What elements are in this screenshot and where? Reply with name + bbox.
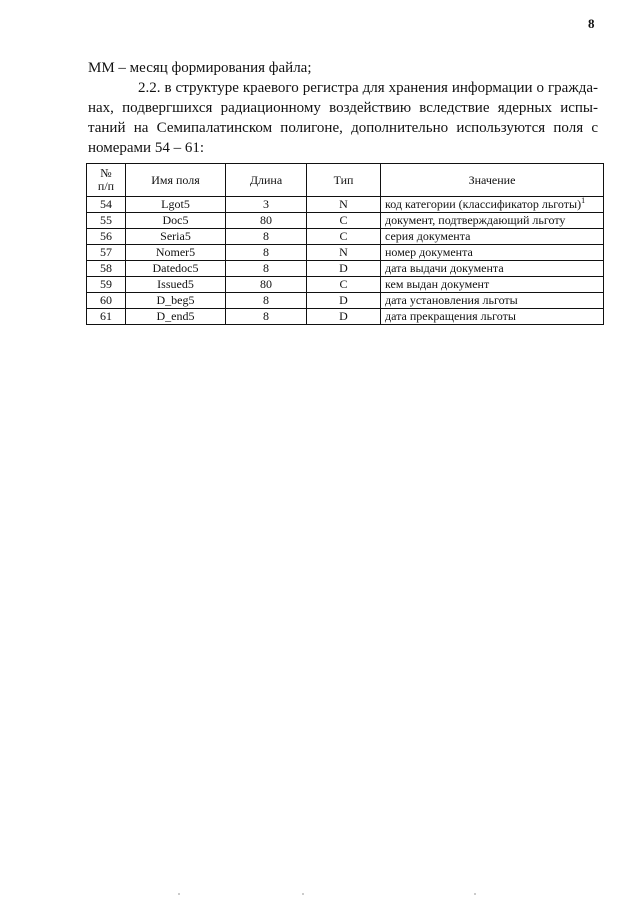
- paragraph-line-1: 2.2. в структуре краевого регистра для хранения информации о гражда-: [138, 80, 598, 96]
- cell-length: 8: [226, 229, 307, 245]
- table-header-row: [87, 164, 604, 197]
- cell-length: 80: [226, 277, 307, 293]
- cell-field-name: D_beg5: [126, 293, 226, 309]
- cell-value: кем выдан документ: [381, 277, 604, 293]
- paragraph-line-2: нах, подвергшихся радиационному воздействию вследствие ядерных испы-: [88, 100, 598, 116]
- cell-field-name: Lgot5: [126, 197, 226, 213]
- cell-field-name: Doc5: [126, 213, 226, 229]
- cell-number: 56: [87, 229, 126, 245]
- header-field-name: Имя поля: [126, 164, 226, 197]
- table-row: [87, 277, 604, 293]
- cell-value-text: код категории (классификатор льготы): [385, 197, 582, 211]
- header-value: Значение: [381, 164, 604, 197]
- table-row: [87, 245, 604, 261]
- cell-type: N: [307, 197, 381, 213]
- paragraph-line-4: номерами 54 – 61:: [88, 140, 204, 156]
- cell-length: 8: [226, 293, 307, 309]
- header-number-abbrev: п/п: [97, 179, 115, 193]
- cell-value: [381, 197, 604, 213]
- cell-type: C: [307, 213, 381, 229]
- cell-field-name: Seria5: [126, 229, 226, 245]
- table-row: [87, 213, 604, 229]
- section-2-2-paragraph: [88, 78, 598, 158]
- header-number-symbol: №: [100, 166, 112, 180]
- header-length: Длина: [226, 164, 307, 197]
- mm-definition-line: ММ – месяц формирования файла;: [88, 60, 312, 76]
- cell-length: 8: [226, 261, 307, 277]
- cell-number: 54: [87, 197, 126, 213]
- cell-length: 8: [226, 245, 307, 261]
- cell-value: номер документа: [381, 245, 604, 261]
- cell-length: 3: [226, 197, 307, 213]
- cell-value: дата установления льготы: [381, 293, 604, 309]
- scan-artifacts: [0, 893, 640, 897]
- cell-number: 55: [87, 213, 126, 229]
- cell-type: C: [307, 229, 381, 245]
- cell-type: D: [307, 261, 381, 277]
- table-row: [87, 293, 604, 309]
- cell-value: серия документа: [381, 229, 604, 245]
- cell-number: 57: [87, 245, 126, 261]
- cell-type: D: [307, 293, 381, 309]
- cell-field-name: Nomer5: [126, 245, 226, 261]
- cell-type: N: [307, 245, 381, 261]
- table-row: [87, 197, 604, 213]
- page-number: 8: [588, 16, 595, 31]
- header-type: Тип: [307, 164, 381, 197]
- cell-value: документ, подтверждающий льготу: [381, 213, 604, 229]
- cell-length: 8: [226, 309, 307, 325]
- cell-number: 58: [87, 261, 126, 277]
- cell-type: D: [307, 309, 381, 325]
- cell-number: 61: [87, 309, 126, 325]
- header-number: [87, 164, 126, 197]
- scan-dot: [178, 893, 180, 895]
- cell-field-name: Issued5: [126, 277, 226, 293]
- footnote-marker: 1: [581, 196, 586, 205]
- paragraph-line-3: таний на Семипалатинском полигоне, дополнительно используются поля с: [88, 120, 598, 136]
- cell-field-name: Datedoc5: [126, 261, 226, 277]
- cell-field-name: D_end5: [126, 309, 226, 325]
- cell-value: дата выдачи документа: [381, 261, 604, 277]
- cell-length: 80: [226, 213, 307, 229]
- table-row: [87, 229, 604, 245]
- scan-dot: [302, 893, 304, 895]
- cell-value: дата прекращения льготы: [381, 309, 604, 325]
- table-row: [87, 261, 604, 277]
- table-row: [87, 309, 604, 325]
- fields-table: [86, 163, 604, 325]
- cell-number: 60: [87, 293, 126, 309]
- cell-number: 59: [87, 277, 126, 293]
- cell-type: C: [307, 277, 381, 293]
- scan-dot: [474, 893, 476, 895]
